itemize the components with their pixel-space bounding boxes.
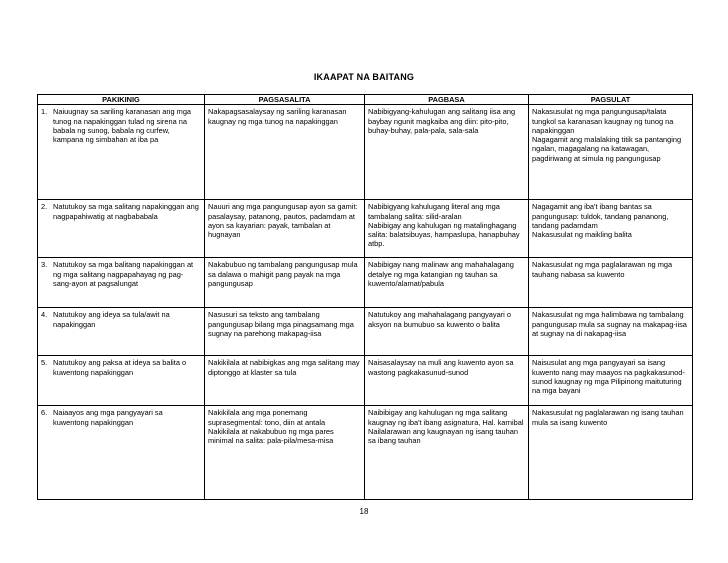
cell-text: Natutukoy ang ideya sa tula/awit na napakinggan: [53, 310, 170, 329]
row-number: 1.: [41, 107, 48, 117]
cell-pagbasa: Nabibigyang kahulugang literal ang mga tambalang salita: silid-aralan Nabibigay ang kahulugan ng matalinghagang salita: balatsibuyas, hampaslupa, hanapbuhay atbp.: [365, 200, 529, 258]
cell-pagsulat: Nakasusulat ng mga pangungusap/talata tungkol sa karanasan kaugnay ng tunog na napakinggan Nagagamit ang malalaking titik sa pantanging ngalan, magagalang na katawagan, pagdiriwang at simula ng pangungusap: [529, 105, 693, 200]
column-header-pagsulat: PAGSULAT: [529, 95, 693, 105]
cell-pagsulat: Nakasusulat ng mga halimbawa ng tambalang pangungusap mula sa sugnay na makapag-iisa at sugnay na di nakapag-iisa: [529, 308, 693, 356]
cell-pagsasalita: Nasusuri sa teksto ang tambalang pangungusap bilang mga pinagsamang mga sugnay na parehong makapag-iisa: [205, 308, 365, 356]
row-number: 5.: [41, 358, 48, 368]
cell-text: Natutukoy ang paksa at ideya sa balita o kuwentong napakinggan: [53, 358, 187, 377]
row-number: 2.: [41, 202, 48, 212]
cell-text: Natutukoy sa mga balitang napakinggan at ng mga salitang nagpapahayag ng pag-sang-ayon at pagsalungat: [53, 260, 194, 288]
cell-pakikinig: [38, 105, 205, 200]
table-row: [38, 308, 693, 356]
table-row: [38, 258, 693, 308]
column-header-pagbasa: PAGBASA: [365, 95, 529, 105]
cell-pagbasa: Naibibigay ang kahulugan ng mga salitang kaugnay ng iba't ibang asignatura, Hal. karnibal Nailalarawan ang kaugnayan ng isang tauhan sa ibang tauhan: [365, 406, 529, 500]
row-number: 6.: [41, 408, 48, 418]
column-header-pagsasalita: PAGSASALITA: [205, 95, 365, 105]
cell-pakikinig: [38, 356, 205, 406]
row-number: 4.: [41, 310, 48, 320]
curriculum-table: [37, 94, 693, 500]
row-number: 3.: [41, 260, 48, 270]
cell-pagsulat: Naisusulat ang mga pangyayari sa isang kuwento nang may maayos na pagkakasunod-sunod kaugnay ng mga Pilipinong maituturing na mga bayani: [529, 356, 693, 406]
cell-text: Naiuugnay sa sariling karanasan ang mga tunog na napakinggan tulad ng sirena na babala ng sunog, babala ng curfew, kampana ng simbahan at iba pa: [53, 107, 192, 145]
cell-pagsulat: Nakasusulat ng mga paglalarawan ng mga tauhang nabasa sa kuwento: [529, 258, 693, 308]
cell-pakikinig: [38, 406, 205, 500]
cell-text: Naiaayos ang mga pangyayari sa kuwentong napakinggan: [53, 408, 163, 427]
cell-text: Natutukoy sa mga salitang napakinggan ang nagpapahiwatig at nagbababala: [53, 202, 199, 221]
cell-pagbasa: Nabibigay nang malinaw ang mahahalagang detalye ng mga katangian ng tauhan sa kuwento/alamat/pabula: [365, 258, 529, 308]
header-row: [38, 95, 693, 105]
cell-pakikinig: [38, 258, 205, 308]
cell-pagbasa: Nabibigyang-kahulugan ang salitang iisa ang baybay ngunit magkaiba ang diin: pito-pito, buhay-buhay, pala-pala, sala-sala: [365, 105, 529, 200]
table-row: [38, 356, 693, 406]
page-title: IKAAPAT NA BAITANG: [313, 72, 415, 82]
table-row: [38, 406, 693, 500]
cell-pagsasalita: Nauuri ang mga pangungusap ayon sa gamit: pasalaysay, patanong, pautos, padamdam at ayon sa kayarian: payak, tambalan at hugnayan: [205, 200, 365, 258]
cell-pagsasalita: Nakapagsasalaysay ng sariling karanasan kaugnay ng mga tunog na napakinggan: [205, 105, 365, 200]
cell-pagsasalita: Nakikilala at nabibigkas ang mga salitang may diptonggo at klaster sa tula: [205, 356, 365, 406]
table-row: [38, 200, 693, 258]
cell-pagsasalita: Nakabubuo ng tambalang pangungusap mula sa dalawa o mahigit pang payak na mga pangungusap: [205, 258, 365, 308]
cell-pakikinig: [38, 308, 205, 356]
cell-pakikinig: [38, 200, 205, 258]
cell-pagbasa: Natutukoy ang mahahalagang pangyayari o aksyon na bumubuo sa kuwento o balita: [365, 308, 529, 356]
cell-pagsasalita: Nakikilala ang mga ponemang suprasegmental: tono, diin at antala Nakikilala at nakabubuo ng mga pares minimal na salita: pala-pila/mesa-misa: [205, 406, 365, 500]
column-header-pakikinig: PAKIKINIG: [38, 95, 205, 105]
cell-pagbasa: Naisasalaysay na muli ang kuwento ayon sa wastong pagkakasunud-sunod: [365, 356, 529, 406]
page-number: 18: [359, 507, 369, 516]
cell-pagsulat: Nakasusulat ng paglalarawan ng isang tauhan mula sa isang kuwento: [529, 406, 693, 500]
table-row: [38, 105, 693, 200]
cell-pagsulat: Nagagamit ang iba't ibang bantas sa pangungusap: tuldok, tandang pananong, tandang padamdam Nakasusulat ng maikling balita: [529, 200, 693, 258]
